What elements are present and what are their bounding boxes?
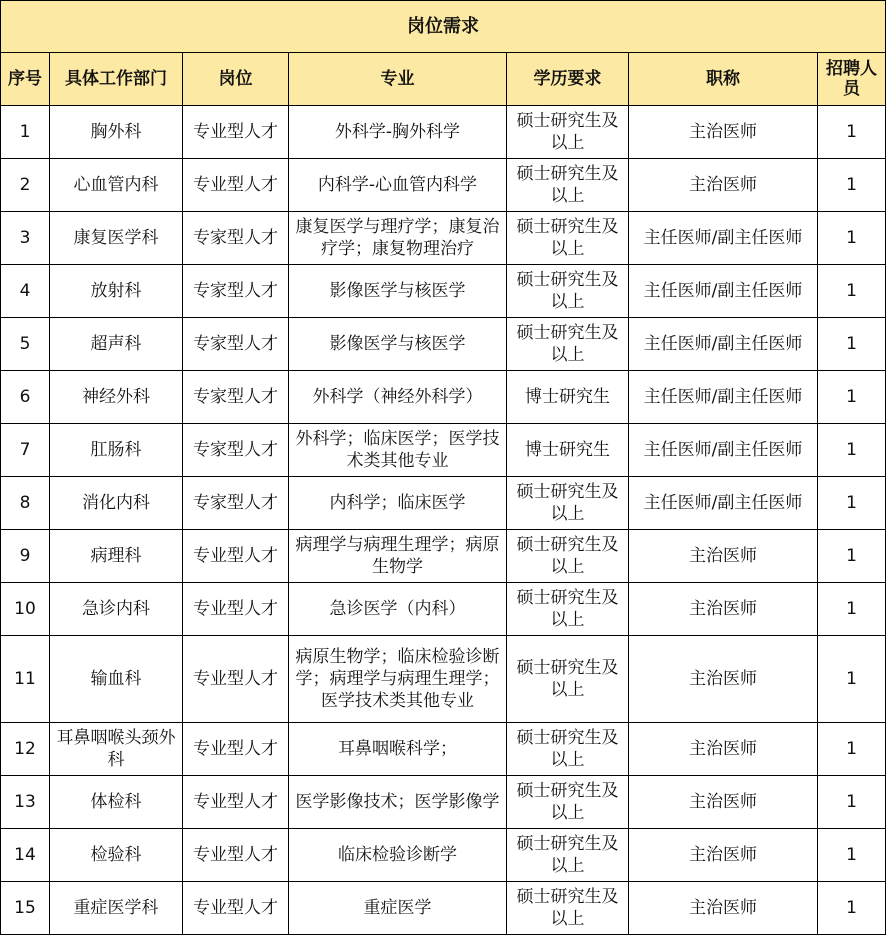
- row-professional-title: 主治医师: [629, 723, 818, 776]
- row-professional-title: 主治医师: [629, 882, 818, 935]
- row-major: 内科学；临床医学: [289, 477, 507, 530]
- row-headcount: 1: [818, 776, 886, 829]
- row-major: 影像医学与核医学: [289, 318, 507, 371]
- row-serial: 15: [1, 882, 50, 935]
- row-department: 心血管内科: [50, 159, 183, 212]
- row-serial: 9: [1, 530, 50, 583]
- row-major: 影像医学与核医学: [289, 265, 507, 318]
- table-row: [1, 371, 886, 424]
- header-position: 岗位: [183, 53, 289, 106]
- table-row: [1, 723, 886, 776]
- row-headcount: 1: [818, 371, 886, 424]
- row-serial: 1: [1, 106, 50, 159]
- row-position: 专业型人才: [183, 776, 289, 829]
- header-serial: 序号: [1, 53, 50, 106]
- row-headcount: 1: [818, 106, 886, 159]
- row-headcount: 1: [818, 723, 886, 776]
- row-professional-title: 主治医师: [629, 636, 818, 723]
- row-professional-title: 主任医师/副主任医师: [629, 318, 818, 371]
- row-serial: 13: [1, 776, 50, 829]
- table-title: 岗位需求: [1, 1, 886, 53]
- row-position: 专家型人才: [183, 371, 289, 424]
- table-row: [1, 159, 886, 212]
- row-department: 体检科: [50, 776, 183, 829]
- row-department: 消化内科: [50, 477, 183, 530]
- row-major: 内科学-心血管内科学: [289, 159, 507, 212]
- row-professional-title: 主任医师/副主任医师: [629, 424, 818, 477]
- row-major: 临床检验诊断学: [289, 829, 507, 882]
- row-major: 病原生物学；临床检验诊断学；病理学与病理生理学；医学技术类其他专业: [289, 636, 507, 723]
- row-position: 专业型人才: [183, 829, 289, 882]
- table-row: [1, 776, 886, 829]
- row-serial: 12: [1, 723, 50, 776]
- row-position: 专业型人才: [183, 106, 289, 159]
- row-headcount: 1: [818, 882, 886, 935]
- row-major: 外科学-胸外科学: [289, 106, 507, 159]
- row-serial: 3: [1, 212, 50, 265]
- row-professional-title: 主治医师: [629, 106, 818, 159]
- row-education: 博士研究生: [507, 371, 629, 424]
- row-department: 超声科: [50, 318, 183, 371]
- table-row: [1, 424, 886, 477]
- row-position: 专业型人才: [183, 530, 289, 583]
- row-serial: 5: [1, 318, 50, 371]
- row-serial: 2: [1, 159, 50, 212]
- row-serial: 10: [1, 583, 50, 636]
- row-professional-title: 主治医师: [629, 829, 818, 882]
- row-headcount: 1: [818, 530, 886, 583]
- row-major: 外科学；临床医学；医学技术类其他专业: [289, 424, 507, 477]
- row-position: 专家型人才: [183, 477, 289, 530]
- row-professional-title: 主治医师: [629, 530, 818, 583]
- row-headcount: 1: [818, 212, 886, 265]
- row-position: 专业型人才: [183, 159, 289, 212]
- table-row: [1, 636, 886, 723]
- row-education: 硕士研究生及以上: [507, 882, 629, 935]
- row-major: 重症医学: [289, 882, 507, 935]
- row-headcount: 1: [818, 829, 886, 882]
- table-row: [1, 530, 886, 583]
- row-position: 专业型人才: [183, 882, 289, 935]
- header-professional-title: 职称: [629, 53, 818, 106]
- table-row: [1, 265, 886, 318]
- row-department: 病理科: [50, 530, 183, 583]
- row-serial: 7: [1, 424, 50, 477]
- row-department: 肛肠科: [50, 424, 183, 477]
- table-row: [1, 106, 886, 159]
- row-education: 硕士研究生及以上: [507, 636, 629, 723]
- header-row: [1, 53, 886, 106]
- row-department: 检验科: [50, 829, 183, 882]
- row-education: 博士研究生: [507, 424, 629, 477]
- row-serial: 4: [1, 265, 50, 318]
- row-major: 急诊医学（内科）: [289, 583, 507, 636]
- row-professional-title: 主治医师: [629, 159, 818, 212]
- row-education: 硕士研究生及以上: [507, 477, 629, 530]
- row-headcount: 1: [818, 265, 886, 318]
- table-row: [1, 829, 886, 882]
- row-headcount: 1: [818, 477, 886, 530]
- header-department: 具体工作部门: [50, 53, 183, 106]
- row-position: 专业型人才: [183, 723, 289, 776]
- row-department: 胸外科: [50, 106, 183, 159]
- row-major: 外科学（神经外科学）: [289, 371, 507, 424]
- row-department: 输血科: [50, 636, 183, 723]
- row-professional-title: 主任医师/副主任医师: [629, 265, 818, 318]
- row-serial: 14: [1, 829, 50, 882]
- row-education: 硕士研究生及以上: [507, 106, 629, 159]
- row-position: 专业型人才: [183, 583, 289, 636]
- row-education: 硕士研究生及以上: [507, 318, 629, 371]
- row-education: 硕士研究生及以上: [507, 723, 629, 776]
- row-education: 硕士研究生及以上: [507, 159, 629, 212]
- table-row: [1, 477, 886, 530]
- row-position: 专家型人才: [183, 265, 289, 318]
- row-department: 神经外科: [50, 371, 183, 424]
- row-professional-title: 主治医师: [629, 583, 818, 636]
- row-major: 康复医学与理疗学；康复治疗学；康复物理治疗: [289, 212, 507, 265]
- row-headcount: 1: [818, 159, 886, 212]
- row-headcount: 1: [818, 318, 886, 371]
- row-serial: 11: [1, 636, 50, 723]
- header-education: 学历要求: [507, 53, 629, 106]
- row-education: 硕士研究生及以上: [507, 829, 629, 882]
- row-professional-title: 主任医师/副主任医师: [629, 371, 818, 424]
- row-major: 耳鼻咽喉科学；: [289, 723, 507, 776]
- row-education: 硕士研究生及以上: [507, 212, 629, 265]
- table-row: [1, 882, 886, 935]
- row-position: 专家型人才: [183, 424, 289, 477]
- row-major: 病理学与病理生理学；病原生物学: [289, 530, 507, 583]
- row-professional-title: 主任医师/副主任医师: [629, 477, 818, 530]
- row-serial: 8: [1, 477, 50, 530]
- table-row: [1, 318, 886, 371]
- row-department: 放射科: [50, 265, 183, 318]
- row-position: 专业型人才: [183, 636, 289, 723]
- row-department: 重症医学科: [50, 882, 183, 935]
- row-position: 专家型人才: [183, 212, 289, 265]
- row-headcount: 1: [818, 636, 886, 723]
- header-headcount: 招聘人员: [818, 53, 886, 106]
- row-position: 专家型人才: [183, 318, 289, 371]
- row-education: 硕士研究生及以上: [507, 776, 629, 829]
- row-education: 硕士研究生及以上: [507, 583, 629, 636]
- row-professional-title: 主治医师: [629, 776, 818, 829]
- row-professional-title: 主任医师/副主任医师: [629, 212, 818, 265]
- row-serial: 6: [1, 371, 50, 424]
- table-row: [1, 212, 886, 265]
- row-department: 急诊内科: [50, 583, 183, 636]
- header-major: 专业: [289, 53, 507, 106]
- row-headcount: 1: [818, 583, 886, 636]
- row-department: 康复医学科: [50, 212, 183, 265]
- row-education: 硕士研究生及以上: [507, 265, 629, 318]
- table-row: [1, 583, 886, 636]
- table-body: [1, 106, 886, 935]
- row-headcount: 1: [818, 424, 886, 477]
- row-department: 耳鼻咽喉头颈外科: [50, 723, 183, 776]
- row-education: 硕士研究生及以上: [507, 530, 629, 583]
- row-major: 医学影像技术；医学影像学: [289, 776, 507, 829]
